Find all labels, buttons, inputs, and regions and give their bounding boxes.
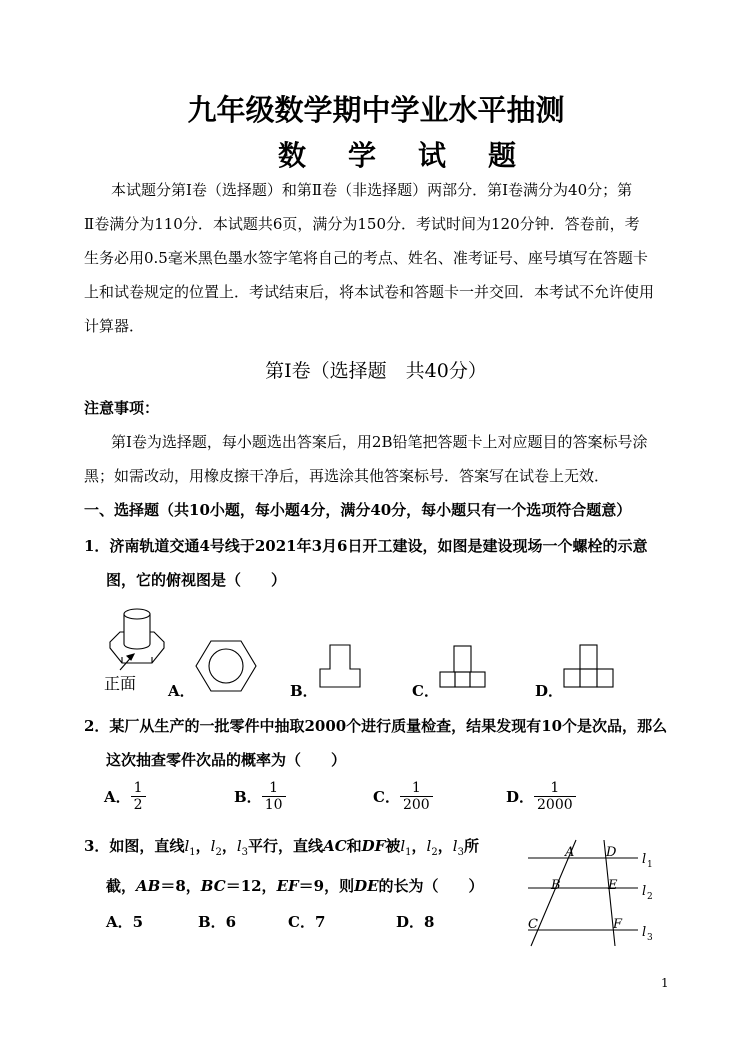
q3-text: 被 xyxy=(385,837,401,855)
option-a-figure xyxy=(196,641,256,691)
option-b-label: B． xyxy=(290,682,318,700)
option-c-label: C． xyxy=(412,682,439,700)
option-label: D． xyxy=(506,788,535,806)
option-label: A． xyxy=(104,788,131,806)
page-number: 1 xyxy=(661,976,669,990)
intro-line: 生务必用0.5毫米黑色墨水签字笔将自己的考点、姓名、准考证号、座号填写在答题卡 xyxy=(84,249,648,267)
label-b: B xyxy=(551,878,561,893)
label-e: E xyxy=(608,878,618,893)
line-subscript: 1 xyxy=(405,847,412,858)
q3-var: AC xyxy=(323,837,347,855)
q3-text: 平行，直线 xyxy=(248,837,324,855)
option-label: B． xyxy=(234,788,262,806)
page-subtitle: 数学试题 xyxy=(277,139,558,172)
intro-line: 本试题分第Ⅰ卷（选择题）和第Ⅱ卷（非选择题）两部分．第Ⅰ卷满分为40分；第 xyxy=(111,181,633,199)
notice-line: 黑；如需改动，用橡皮擦干净后，再选涂其他答案标号．答案写在试卷上无效． xyxy=(84,467,610,485)
q3-text: ， xyxy=(221,837,237,855)
q2-option-d xyxy=(506,780,576,813)
line-symbol: l xyxy=(236,837,242,855)
option-label: C． xyxy=(373,788,400,806)
label-l3: l xyxy=(642,925,647,940)
denominator: 200 xyxy=(400,796,433,813)
q2-line: 这次抽查零件次品的概率为（ ） xyxy=(106,751,347,769)
q1-line: 图，它的俯视图是（ ） xyxy=(106,571,287,589)
q3-text: 和 xyxy=(346,837,362,855)
line-subscript: 2 xyxy=(431,847,438,858)
line-symbol: l xyxy=(184,837,190,855)
label-f: F xyxy=(613,917,623,932)
label-d: D xyxy=(606,845,617,860)
q3-var: DF xyxy=(361,837,386,855)
option-a-label: A． xyxy=(168,682,195,700)
line-subscript: 2 xyxy=(215,847,222,858)
q3-text: 3．如图，直线 xyxy=(84,837,185,855)
bolt-figure xyxy=(110,609,164,670)
q1-line: 1．济南轨道交通4号线于2021年3月6日开工建设，如图是建设现场一个螺栓的示意 xyxy=(84,537,648,555)
q3-text: ， xyxy=(411,837,427,855)
q3-var: EF xyxy=(276,877,299,895)
line-symbol: l xyxy=(210,837,216,855)
label-l1-sub: 1 xyxy=(647,860,653,870)
q3-option-c: C．7 xyxy=(288,913,326,931)
option-d-figure xyxy=(564,645,613,687)
q3-line2 xyxy=(106,876,484,896)
line-subscript: 1 xyxy=(189,847,196,858)
notice-heading: 注意事项： xyxy=(84,399,160,417)
label-l2: l xyxy=(642,884,647,899)
fraction xyxy=(534,780,576,813)
numerator: 1 xyxy=(133,780,143,796)
label-a: A xyxy=(565,845,575,860)
part-heading: 一、选择题（共10小题，每小题4分，满分40分，每小题只有一个选项符合题意） xyxy=(84,501,632,519)
denominator: 2000 xyxy=(534,796,576,813)
q3-text: ， xyxy=(195,837,211,855)
q3-line1 xyxy=(84,836,479,863)
line-symbol: l xyxy=(426,837,432,855)
q3-figure xyxy=(520,838,670,950)
label-l1: l xyxy=(642,852,647,867)
label-c: C xyxy=(528,917,538,932)
label-l3-sub: 3 xyxy=(647,933,653,943)
denominator: 10 xyxy=(262,796,286,813)
option-b-figure xyxy=(320,645,360,687)
q3-text: ＝9，则 xyxy=(298,877,355,895)
q2-option-a xyxy=(104,780,146,813)
q3-option-b: B．6 xyxy=(198,913,237,931)
line-symbol: l xyxy=(400,837,406,855)
label-l2-sub: 2 xyxy=(647,892,653,902)
q2-option-b xyxy=(234,780,286,813)
q3-text: ＝12， xyxy=(225,877,277,895)
option-c-figure xyxy=(440,646,485,687)
section-title: 第Ⅰ卷（选择题 共40分） xyxy=(265,360,487,382)
numerator: 1 xyxy=(550,780,560,796)
numerator: 1 xyxy=(411,780,421,796)
line-subscript: 3 xyxy=(457,847,464,858)
q3-option-d: D．8 xyxy=(396,913,435,931)
q3-var: AB xyxy=(136,877,161,895)
q3-text: 所 xyxy=(463,837,479,855)
q3-text: ， xyxy=(437,837,453,855)
intro-line: 计算器． xyxy=(84,317,145,335)
q2-line: 2．某厂从生产的一批零件中抽取2000个进行质量检查，结果发现有10个是次品，那么 xyxy=(84,717,668,735)
q3-text: 截， xyxy=(106,877,137,895)
page-title: 九年级数学期中学业水平抽测 xyxy=(187,93,565,127)
fraction xyxy=(131,780,146,813)
fraction xyxy=(262,780,286,813)
line-symbol: l xyxy=(452,837,458,855)
q2-option-c xyxy=(373,780,433,813)
q3-var: BC xyxy=(200,877,226,895)
denominator: 2 xyxy=(131,796,146,813)
intro-line: 上和试卷规定的位置上．考试结束后，将本试卷和答题卡一并交回．本考试不允许使用 xyxy=(84,283,655,301)
line-subscript: 3 xyxy=(241,847,249,858)
q3-text: ＝8， xyxy=(160,877,201,895)
q3-text: 的长为（ ） xyxy=(378,877,484,895)
front-label: 正面 xyxy=(104,674,137,693)
q3-var: DE xyxy=(354,877,379,895)
numerator: 1 xyxy=(269,780,279,796)
intro-line: Ⅱ卷满分为110分．本试题共6页，满分为150分．考试时间为120分钟．答卷前，考 xyxy=(84,215,640,233)
fraction xyxy=(400,780,433,813)
notice-line: 第Ⅰ卷为选择题，每小题选出答案后，用2B铅笔把答题卡上对应题目的答案标号涂 xyxy=(111,433,648,451)
q3-option-a: A．5 xyxy=(106,913,144,931)
option-d-label: D． xyxy=(535,682,564,700)
